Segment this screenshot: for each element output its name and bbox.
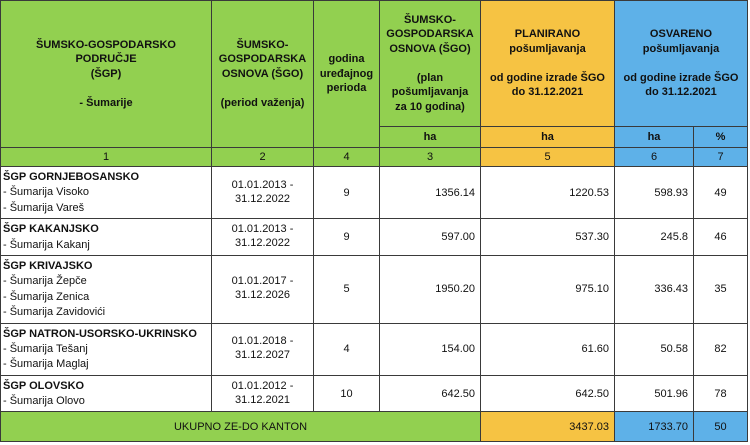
column-number: 3: [380, 148, 481, 167]
period-years: 5: [314, 255, 380, 323]
region-title: ŠGP OLOVSKO: [3, 379, 85, 392]
validity-period: 01.01.2012 - 31.12.2021: [212, 375, 314, 412]
header-planned: PLANIRANO pošumljavanja od godine izrade ŠGO do 31.12.2021: [481, 1, 615, 127]
unit-ha: ha: [481, 127, 615, 148]
table-row: [1, 219, 748, 256]
header-region: ŠUMSKO-GOSPODARSKO PODRUČJE (ŠGP) - Šumarije: [1, 1, 212, 148]
forestry-office: - Šumarija Olovo: [3, 395, 85, 408]
plan-value: 1356.14: [380, 167, 481, 219]
region-title: ŠGP GORNJEBOSANSKO: [3, 171, 140, 183]
period-years: 4: [314, 323, 380, 375]
forestry-office: - Šumarija Tešanj: [3, 342, 88, 355]
column-number: 2: [212, 148, 314, 167]
forestry-office: - Šumarija Zenica: [3, 290, 90, 303]
total-percent: 50: [694, 412, 748, 442]
header-period-years: godina uređajnog perioda: [314, 1, 380, 148]
region-title: ŠGP KAKANJSKO: [3, 223, 99, 236]
forestry-office: - Šumarija Maglaj: [3, 358, 89, 371]
region-cell: [1, 375, 212, 412]
total-row: [1, 412, 748, 442]
forestry-office: - Šumarija Kakanj: [3, 238, 90, 251]
header-achieved: OSVARENO pošumljavanja od godine izrade ŠGO do 31.12.2021: [615, 1, 748, 127]
region-title: ŠGP KRIVAJSKO: [3, 259, 93, 272]
unit-ha: ha: [615, 127, 694, 148]
header-management-plan: ŠUMSKO- GOSPODARSKA OSNOVA (ŠGO) (period važenja): [212, 1, 314, 148]
validity-period: 01.01.2013 - 31.12.2022: [212, 219, 314, 256]
region-title: ŠGP NATRON-USORSKO-UKRINSKO: [3, 327, 197, 340]
plan-value: 1950.20: [380, 255, 481, 323]
region-cell: [1, 167, 212, 219]
table-row: [1, 375, 748, 412]
region-cell: [1, 219, 212, 256]
period-years: 9: [314, 219, 380, 256]
total-achieved: 1733.70: [615, 412, 694, 442]
forestry-office: - Šumarija Visoko: [3, 186, 89, 199]
achieved-value: 50.58: [615, 323, 694, 375]
achieved-percent: 46: [694, 219, 748, 256]
validity-period: 01.01.2017 - 31.12.2026: [212, 255, 314, 323]
column-number: 7: [694, 148, 748, 167]
planned-value: 1220.53: [481, 167, 615, 219]
planned-value: 642.50: [481, 375, 615, 412]
header-plan-10-years: ŠUMSKO- GOSPODARSKA OSNOVA (ŠGO) (plan pošumljavanja za 10 godina): [380, 1, 481, 127]
table-row: [1, 167, 748, 219]
planned-value: 61.60: [481, 323, 615, 375]
achieved-percent: 35: [694, 255, 748, 323]
column-number: 1: [1, 148, 212, 167]
validity-period: 01.01.2018 - 31.12.2027: [212, 323, 314, 375]
achieved-percent: 82: [694, 323, 748, 375]
total-planned: 3437.03: [481, 412, 615, 442]
period-years: 10: [314, 375, 380, 412]
region-cell: [1, 255, 212, 323]
achieved-value: 245.8: [615, 219, 694, 256]
region-cell: [1, 323, 212, 375]
forestry-office: - Šumarija Žepče: [3, 275, 87, 288]
total-label: UKUPNO ZE-DO KANTON: [1, 412, 481, 442]
column-number: 5: [481, 148, 615, 167]
planned-value: 537.30: [481, 219, 615, 256]
plan-value: 154.00: [380, 323, 481, 375]
achieved-percent: 78: [694, 375, 748, 412]
achieved-value: 501.96: [615, 375, 694, 412]
period-years: 9: [314, 167, 380, 219]
column-number: 6: [615, 148, 694, 167]
achieved-percent: 49: [694, 167, 748, 219]
plan-value: 597.00: [380, 219, 481, 256]
column-number: 4: [314, 148, 380, 167]
planned-value: 975.10: [481, 255, 615, 323]
plan-value: 642.50: [380, 375, 481, 412]
table-row: [1, 323, 748, 375]
forestry-office: - Šumarija Zavidovići: [3, 306, 106, 319]
achieved-value: 598.93: [615, 167, 694, 219]
table-row: [1, 255, 748, 323]
unit-percent: %: [694, 127, 748, 148]
forestry-office: - Šumarija Vareš: [3, 201, 85, 214]
validity-period: 01.01.2013 - 31.12.2022: [212, 167, 314, 219]
achieved-value: 336.43: [615, 255, 694, 323]
unit-ha: ha: [380, 127, 481, 148]
